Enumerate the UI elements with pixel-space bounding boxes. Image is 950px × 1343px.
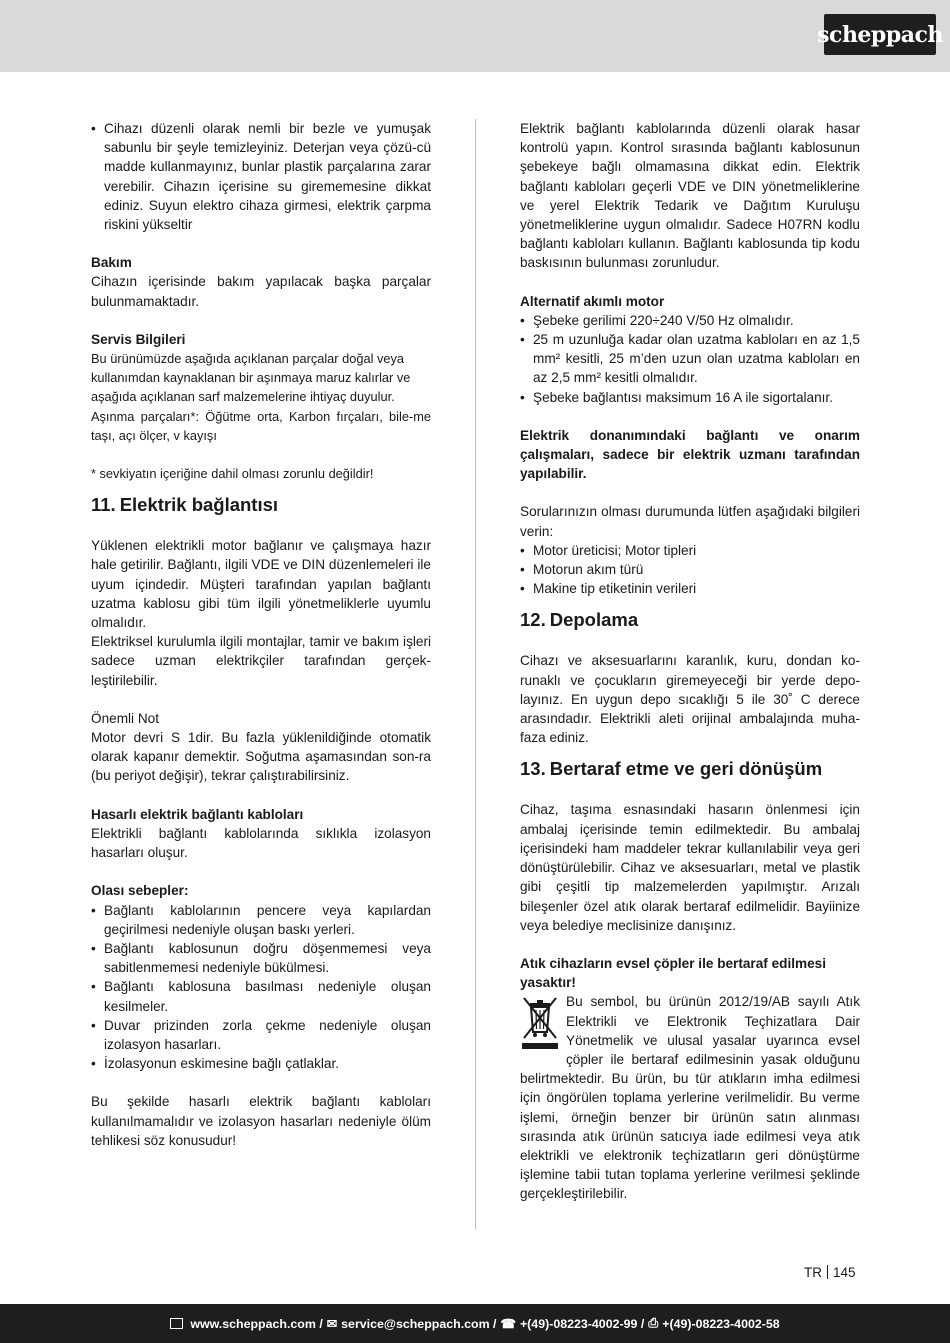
causes-list bbox=[91, 901, 431, 1074]
disposal-text: Cihaz, taşıma esnasındaki hasarın önlenmesi için ambalaj içerisinde temin edilmektedir. Bu ambalaj içerisindeki ham maddeler tekrar kullanılabilir veya geri dönüştürülebilir. Cihaz ve aksesuarları, metal ve plastik gibi çeşitli tip malzemelerden yapılmıştır. Arızalı bileşenler özel atık olarak bertaraf edilmelidir. Bayiinize veya belediye meclisinize danışınız. bbox=[520, 802, 860, 933]
section-11-heading: 11. Elektrik bağlantısı bbox=[91, 494, 279, 516]
list-item: • Motorun akım türü bbox=[520, 560, 860, 579]
list-item: • Bağlantı kablosunun doğru döşenmemesi veya sabitlenmemesi nedeniyle bükülmesi. bbox=[91, 939, 431, 977]
questions-list bbox=[520, 541, 860, 599]
servis-text: Bu ürünümüzde aşağıda açıklanan parçalar doğal veya kullanımdan kaynaklanan bir aşınmaya maruz kalırlar ve aşağıda açıklanan sarf malzemelerine ihtiyaç duyulur. bbox=[91, 351, 411, 405]
ac-motor-heading: Alternatif akımlı motor bbox=[520, 293, 665, 309]
footer-phone[interactable]: +(49)-08223-4002-99 / bbox=[519, 1316, 645, 1331]
s11-paragraph-1: Yüklenen elektrikli motor bağlanır ve çalışmaya hazır hale getirilir. Bağlantı, ilgili VDE ve DIN düzenlemeleri ile uyum içindedir. Müşteri tarafından yapılan bağlantı uzatma kablosu gibi tüm ilgili yönetmeliklerle uyumlu olmalıdır. bbox=[91, 538, 431, 631]
list-item: • Cihazı düzenli olarak nemli bir bezle ve yumuşak sabunlu bir şeyle temizleyiniz. Deterjan veya çözü-cü madde kullanmayınız, bunlar plastik parçalarına zarar verebilir. Cihazın içerisine su girememesine dikkat ediniz. Suyun elektro cihaza girmesi, elektrik çarpma riskini yükseltir bbox=[91, 119, 431, 234]
fax-icon: ⎙ bbox=[648, 1316, 659, 1330]
section-12-heading: 12. Depolama bbox=[520, 609, 639, 631]
footer-email-link[interactable]: service@scheppach.com / bbox=[341, 1316, 497, 1331]
list-item: • Şebeke gerilimi 220÷240 V/50 Hz olmalıdır. bbox=[520, 311, 860, 330]
list-item: • Makine tip etiketinin verileri bbox=[520, 579, 860, 598]
questions-text: Sorularınızın olması durumunda lütfen aşağıdaki bilgileri verin: bbox=[520, 504, 860, 539]
scheppach-logo[interactable]: scheppach bbox=[824, 14, 936, 55]
asinma-text: Aşınma parçaları*: Öğütme orta, Karbon fırçaları, bile-me taşı, açı ölçer, v kayışı bbox=[91, 408, 431, 443]
crossed-bin-icon bbox=[520, 994, 560, 1050]
hasar-heading: Hasarlı elektrik bağlantı kabloları bbox=[91, 806, 304, 822]
list-item: • İzolasyonun eskimesine bağlı çatlaklar. bbox=[91, 1054, 431, 1073]
list-item: • Duvar prizinden zorla çekme nedeniyle oluşan izolasyon hasarları. bbox=[91, 1016, 431, 1054]
bakim-text: Cihazın içerisinde bakım yapılacak başka parçalar bulunmamaktadır. bbox=[91, 274, 431, 309]
list-item: • Bağlantı kablolarının pencere veya kapılardan geçirilmesi nedeniyle oluşan baskı yerleri. bbox=[91, 901, 431, 939]
servis-heading: Servis Bilgileri bbox=[91, 331, 186, 347]
electrician-warning: Elektrik donanımındaki bağlantı ve onarım çalışmaları, sadece bir elektrik uzmanı tarafından yapılabilir. bbox=[520, 427, 860, 482]
waste-text: Bu sembol, bu ürünün 2012/19/AB sayılı Atık Elektrikli ve Elektronik Teçhizatlara Dair Yönetmelik ve ulusal yasalar uyarınca evsel çöpler ile bertaraf edilmesinin yasak olduğunu belirtmektedir. Bu ürün, bu tür atıkların imha edilmesi için öngörülen toplama yerlerine verilmelidir. Bu verme işlemi, örneğin benzer bir ürünün satın alınması sırasında atık ürünün satıcıya iade edilmesi veya atık elektrikli ve elektronik teçhizatların geri dönüştürme işlemine tabii tutan toplama yerlerine verilmesi şeklinde gerçekleştirilebilir. bbox=[520, 994, 860, 1202]
phone-icon: ☎ bbox=[500, 1317, 516, 1331]
section-13-heading: 13. Bertaraf etme ve geri dönüşüm bbox=[520, 758, 823, 780]
storage-text: Cihazı ve aksesuarlarını karanlık, kuru, dondan ko-runaklı ve çocukların giremeyeceği bir yerde depo-layınız. En uygun depo sıcaklığı 5 ile 30˚ C derece arasındadır. Elektrikli aleti orijinal ambalajında muha-faza ediniz. bbox=[520, 653, 860, 746]
olasi-heading: Olası sebepler: bbox=[91, 883, 189, 899]
column-divider bbox=[475, 119, 476, 1229]
list-item: • Şebeke bağlantısı maksimum 16 A ile sigortalanır. bbox=[520, 388, 860, 407]
list-item: • Motor üreticisi; Motor tipleri bbox=[520, 541, 860, 560]
hasar-text: Elektrikli bağlantı kablolarında sıklıkla izolasyon hasarları oluşur. bbox=[91, 825, 431, 861]
footnote: * sevkiyatın içeriğine dahil olması zorunlu değildir! bbox=[91, 466, 374, 482]
header-bar bbox=[0, 0, 950, 72]
cable-check-text: Elektrik bağlantı kablolarında düzenli olarak hasar kontrolü yapın. Kontrol sırasında bağlantı kablosunun şebekeye bağlı olmamasına dikkat edin. Elektrik bağlantı kabloları geçerli VDE ve DIN yönetmeliklerine ve yerel Elektrik Tedarik ve Dağıtım Kuruluşu yönetmeliklerine uygun olmalıdır. Sadece H07RN kodlu bağlantı kabloları kullanın. Bağlantı kablosunda tip kodu baskısının bulunması zorunludur. bbox=[520, 121, 860, 271]
bakim-heading: Bakım bbox=[91, 255, 132, 271]
mail-icon: ✉ bbox=[326, 1317, 338, 1331]
left-column bbox=[91, 119, 431, 1150]
onemli-heading: Önemli Not bbox=[91, 710, 159, 726]
list-item: • Bağlantı kablosuna basılması nedeniyle oluşan kesilmeler. bbox=[91, 977, 431, 1015]
footer-fax: +(49)-08223-4002-58 bbox=[662, 1316, 780, 1331]
computer-icon bbox=[170, 1318, 183, 1329]
ac-motor-list bbox=[520, 311, 860, 407]
s11-paragraph-2: Elektriksel kurulumla ilgili montajlar, tamir ve bakım işleri sadece uzman elektrikçiler tarafından gerçek-leştirilebilir. bbox=[91, 634, 431, 688]
cleaning-list bbox=[91, 119, 431, 234]
onemli-text: Motor devri S 1dir. Bu fazla yüklenildiğinde otomatik olarak kapanır demektir. Soğutma aşamasından son-ra (bu periyot değişir), tekrar çalıştırabilirsiniz. bbox=[91, 730, 431, 784]
footer-bar bbox=[0, 1304, 950, 1343]
closing-warning: Bu şekilde hasarlı elektrik bağlantı kabloları kullanılmamalıdır ve izolasyon hasarları nedeniyle ölüm tehlikesi söz konusudur! bbox=[91, 1094, 431, 1148]
list-item: • 25 m uzunluğa kadar olan uzatma kabloları en az 1,5 mm² kesitli, 25 m’den uzun olan uzatma kabloları en az 2,5 mm² kesitli olmalıdır. bbox=[520, 330, 860, 388]
page-number: TR 145 bbox=[804, 1265, 856, 1280]
waste-heading: Atık cihazların evsel çöpler ile bertaraf edilmesi yasaktır! bbox=[520, 955, 826, 991]
footer-website-link[interactable]: www.scheppach.com / bbox=[190, 1316, 323, 1331]
weee-block bbox=[520, 992, 860, 1203]
right-column bbox=[520, 119, 860, 1204]
